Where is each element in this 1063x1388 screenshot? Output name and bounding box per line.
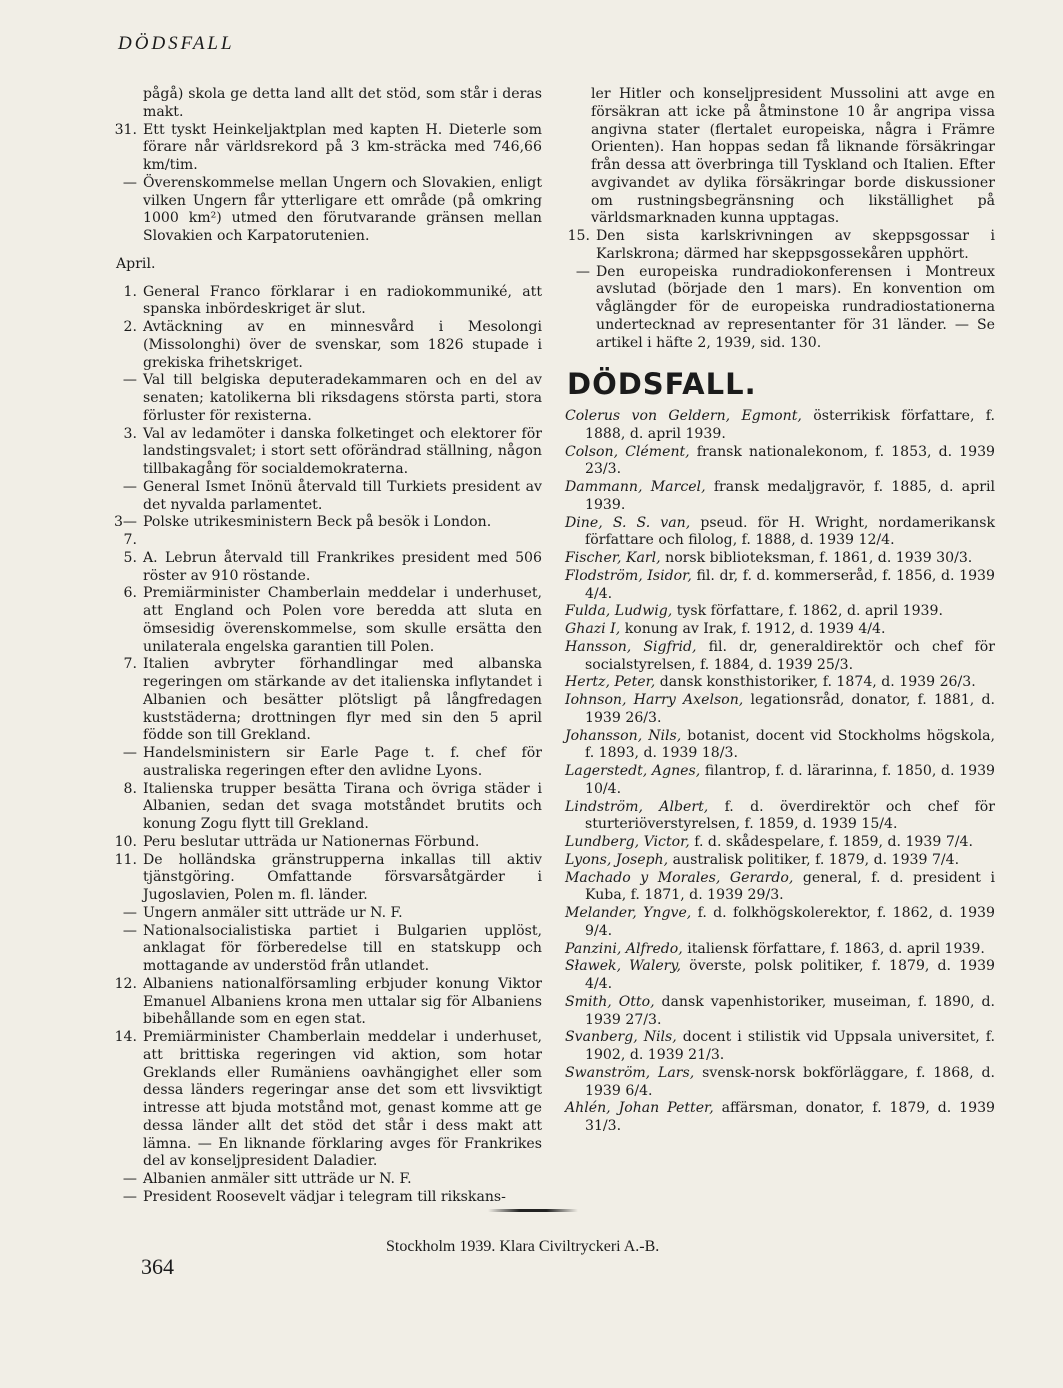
obituary-name: Fulda, Ludwig, [565,603,673,620]
obituary-entry [565,1100,995,1136]
obituary-details: australisk politiker, f. 1879, d. 1939 7/4. [672,851,960,868]
page-number: 364 [141,1254,174,1279]
printer-imprint: Stockholm 1939. Klara Civiltryckeri A.-B. [386,1238,660,1255]
obituary-entry [565,905,995,941]
entry-date: 6. [123,585,137,602]
obituary-details: general, f. d. president i Kuba, f. 1871, d. 1939 29/3. [585,869,995,904]
chronicle-list [565,228,995,352]
obituary-details: fil. dr, f. d. kommerseråd, f. 1856, d. 1939 4/4. [585,567,995,602]
entry-text: General Franco förklarar i en radiokommuniké, att spanska inbördeskriget är slut. [143,283,542,318]
obituary-entry [565,1029,995,1065]
entry-text: pågå) skola ge detta land allt det stöd, som står i deras makt. [143,86,542,120]
obituary-name: Iohnson, Harry Axelson, [565,692,744,708]
entry-text: Premiärminister Chamberlain meddelar i underhuset, att England och Polen vore beredda att sluta en ömsesidig överenskommelse, som skulle ersätta den unilaterala engelska garantien till Polen. [143,585,542,655]
obituary-details: f. d. överdirektör och chef för sturteriöverstyrelsen, f. 1859, d. 1939 15/4. [585,798,996,833]
entry-date: 14. [114,1029,137,1045]
entry-text: Handelsministern sir Earle Page t. f. chef för australiska regeringen efter den avlidne Lyons. [143,745,542,779]
chronicle-entry [112,976,542,1029]
entry-date: — [122,478,137,495]
obituary-name: Dine, S. S. van, [565,514,691,531]
chronicle-entry [112,1171,542,1189]
footer-rule [488,1209,578,1212]
obituary-name: Panzini, Alfredo, [565,940,683,957]
obituary-details: tysk författare, f. 1862, d. april 1939. [676,603,943,620]
continued-text: ler Hitler och konseljpresident Mussolini att avge en försäkran att icke på åtminstone 10 år angripa vissa angivna stater (flertalet europeiska, några i Främre Orienten). Han hoppas sedan få liknande försäkringar från dessa att överbringa till Tyskland och Italien. Efter avgivandet av dylika försäkringar borde diskussioner om rustningsbegränsning och likställighet på världsmarknaden kunna upptagas. [591,86,995,227]
obituary-details: fil. dr, generaldirektör och chef för socialstyrelsen, f. 1884, d. 1939 25/3. [585,638,995,673]
entry-date: 31. [114,121,137,138]
obituary-details: legationsråd, donator, f. 1881, d. 1939 26/3. [585,692,995,726]
obituary-name: Machado y Morales, Gerardo, [565,869,794,886]
chronicle-entry [112,852,542,905]
obituary-details: fransk medaljgravör, f. 1885, d. april 1939. [585,479,995,513]
section-heading: DÖDSFALL. [567,367,757,402]
entry-date: — [575,263,590,280]
entry-text: Italienska trupper besätta Tirana och övriga städer i Albanien, sedan det svaga motståndet brutits och konung Zogu flytt till Grekland. [143,780,542,832]
chronicle-entry [112,426,542,479]
obituary-name: Lundberg, Victor, [565,834,690,850]
entry-date: 12. [114,975,137,992]
obituary-name: Smith, Otto, [565,993,655,1010]
obituary-name: Lyons, Joseph, [565,851,669,868]
entry-text: Nationalsocialistiska partiet i Bulgarien upplöst, anklagat för förberedelse till en statskupp och mottagande av understöd från utlandet. [143,922,542,974]
obituary-details: affärsman, donator, f. 1879, d. 1939 31/3. [585,1100,995,1134]
obituary-entry [565,674,995,692]
obituary-name: Swanström, Lars, [565,1064,695,1081]
obituary-name: Hansson, Sigfrid, [565,638,697,655]
entry-date: 15. [567,228,590,244]
obituary-name: Johansson, Nils, [565,727,682,744]
obituary-entry [565,621,995,639]
chronicle-entry [112,122,542,175]
entry-date: 7. [123,656,137,673]
entry-date: 3. [123,425,137,442]
obituary-entry [565,639,995,675]
obituary-details: överste, polsk politiker, f. 1879, d. 1939 4/4. [585,958,996,992]
obituary-name: Ghazi I, [565,621,621,637]
obituary-entry [565,870,995,906]
obituary-entry [565,603,995,621]
entry-text: Ungern anmäler sitt utträde ur N. F. [143,904,403,921]
entry-date: 2. [123,319,137,335]
entry-date: — [122,372,137,389]
obituary-entry [565,550,995,568]
entry-text: Italien avbryter förhandlingar med albanska regeringen om stärkande av det italienska inflytandet i Albanien och besätter plötsligt på långfredagen kuststäderna; drottningen flyr med sin den 5 april födde son till Grekland. [143,656,542,744]
obituary-details: filantrop, f. d. lärarinna, f. 1850, d. 1939 10/4. [585,763,996,797]
obituary-name: Lindström, Albert, [565,798,709,815]
entry-text: President Roosevelt vädjar i telegram till rikskans- [143,1188,506,1205]
obituary-name: Melander, Yngve, [565,905,692,921]
obituary-entry [565,799,995,835]
chronicle-entry [112,585,542,656]
entry-date: 5. [123,549,137,566]
entry-text: De holländska gränstrupperna inkallas till aktiv tjänstgöring. Omfattande försvarsåtgärder i Jugoslavien, Polen m. fl. länder. [143,851,542,903]
obituary-details: botanist, docent vid Stockholms högskola, f. 1893, d. 1939 18/3. [585,727,995,762]
entry-text: Den sista karlskrivningen av skeppsgossar i Karlskrona; därmed har skeppsgossekåren upphört. [596,228,995,262]
chronicle-entry [112,372,542,425]
obituary-entry [565,444,995,480]
chronicle-entry [112,905,542,923]
obituary-entry [565,728,995,764]
entry-date: — [122,174,137,191]
entry-text: Premiärminister Chamberlain meddelar i underhuset, att brittiska regeringen vid aktion, som hotar Greklands eller Rumäniens oavhängighet eller som dessa länders regeringar anse det som ett livsviktigt intresse att bjuda motstånd mot, genast komme att ge dessa länder allt det stöd det står i dess makt att lämna. — En liknande förklaring avges för Frankrikes del av konseljpresident Daladier. [143,1029,542,1170]
chronicle-entry [112,745,542,781]
entry-date: — [122,745,137,761]
obituary-details: f. d. folkhögskolerektor, f. 1862, d. 1939 9/4. [585,905,995,939]
chronicle-entry [112,319,542,372]
entry-date: — [122,1188,137,1205]
obituary-details: österrikisk författare, f. 1888, d. april 1939. [585,408,995,442]
entry-date: 8. [123,780,137,797]
chronicle-entry [112,550,542,586]
obituary-name: Flodström, Isidor, [565,567,692,584]
obituary-details: dansk konsthistoriker, f. 1874, d. 1939 26/3. [659,674,976,691]
entry-text: Avtäckning av en minnesvård i Mesolongi (Missolonghi) över de svenskar, som 1826 stupade i grekiska frihetskriget. [143,319,542,371]
chronicle-entry [112,656,542,745]
obituary-details: konung av Irak, f. 1912, d. 1939 4/4. [624,621,886,637]
entry-date: — [122,904,137,921]
obituary-details: pseud. för H. Wright, nordamerikansk författare och filolog, f. 1888, d. 1939 12/4. [585,514,995,549]
chronicle-entry [112,479,542,515]
obituary-entry [565,834,995,852]
right-column [565,86,995,1136]
entry-date: — [122,922,137,939]
obituary-details: f. d. skådespelare, f. 1859, d. 1939 7/4. [694,834,973,850]
obituary-details: svensk-norsk bokförläggare, f. 1868, d. 1939 6/4. [585,1064,996,1099]
chronicle-entry [112,781,542,834]
chronicle-entry [112,834,542,852]
obituary-entry [565,958,995,994]
chronicle-entry [565,264,995,353]
entry-text: Peru beslutar utträda ur Nationernas Förbund. [143,833,480,850]
chronicle-entry [112,1189,542,1207]
chronicle-entry [112,284,542,320]
left-column [112,86,542,1207]
entry-text: Albaniens nationalförsamling erbjuder konung Viktor Emanuel Albaniens krona men uttalar sig för Albaniens bibehållande som en egen stat. [143,975,542,1028]
entry-text: Polske utrikesministern Beck på besök i London. [143,514,492,531]
obituary-entry [565,568,995,604]
obituary-details: docent i stilistik vid Uppsala universitet, f. 1902, d. 1939 21/3. [585,1029,995,1063]
chronicle-entry [112,86,542,122]
obituary-entry [565,479,995,515]
obituary-name: Ahlén, Johan Petter, [565,1100,714,1117]
obituary-name: Dammann, Marcel, [565,479,706,495]
obituary-name: Svanberg, Nils, [565,1029,677,1046]
obituary-details: dansk vapenhistoriker, museiman, f. 1890, d. 1939 27/3. [585,993,995,1028]
chronicle-entry [112,1029,542,1171]
obituary-entry [565,1065,995,1101]
obituary-entry [565,763,995,799]
entry-text: Den europeiska rundradiokonferensen i Montreux avslutad (började den 1 mars). En konvention om våglängder för de europeiska rundradiostationerna undertecknad av representanter för 31 länder. — Se artikel i häfte 2, 1939, sid. 130. [596,263,995,351]
obituary-name: Hertz, Peter, [565,674,656,691]
obituary-name: Fischer, Karl, [565,550,661,566]
entry-date [112,86,143,122]
obituary-entry [565,408,995,444]
obituary-entry [565,852,995,870]
entry-date: — [122,1171,137,1187]
entry-text: Val till belgiska deputeradekammaren och en del av senaten; katolikerna bli riksdagens största parti, stora förluster för rexisterna. [143,372,542,424]
obituary-entry [565,515,995,551]
chronicle-entry [112,175,542,246]
obituary-name: Lagerstedt, Agnes, [565,763,701,779]
entry-text: A. Lebrun återvald till Frankrikes president med 506 röster av 910 röstande. [143,549,542,584]
entry-text: Albanien anmäler sitt utträde ur N. F. [143,1171,412,1187]
obituary-name: Sławek, Walery, [565,958,681,975]
month-heading: April. [116,255,156,272]
obituary-details: norsk biblioteksman, f. 1861, d. 1939 30/3. [665,550,973,566]
entry-text: Val av ledamöter i danska folketinget och elektorer för landstingsvalet; i stort sett oförändrad ställning, någon tillbakagång för socialdemokraterna. [143,425,542,477]
chronicle-entry [565,228,995,264]
obituary-details: italiensk författare, f. 1863, d. april 1939. [687,940,985,957]
running-head: DÖDSFALL [118,33,235,54]
obituary-entry [565,994,995,1030]
obituary-entry [565,692,995,728]
entry-date: 1. [123,283,137,300]
entry-text: General Ismet Inönü återvald till Turkiets president av det nyvalda parlamentet. [143,478,542,513]
entry-date: 10. [114,833,137,850]
obituary-name: Colerus von Geldern, Egmont, [565,408,802,424]
entry-date: 3—7. [113,514,137,548]
obituary-entry [565,941,995,959]
entry-text: Överenskommelse mellan Ungern och Slovakien, enligt vilken Ungern får ytterligare ett område (på omkring 1000 km²) utmed den förutvarande gränsen mellan Slovakien och Karpatorutenien. [143,174,542,244]
chronicle-entry [112,514,542,550]
entry-text: Ett tyskt Heinkeljaktplan med kapten H. Dieterle som förare når världsrekord på 3 km-sträcka med 746,66 km/tim. [143,121,542,173]
obituary-list [565,408,995,1136]
chronicle-entry [112,923,542,976]
obituary-name: Colson, Clément, [565,443,690,460]
entry-date: 11. [114,851,137,868]
obituary-details: fransk nationalekonom, f. 1853, d. 1939 23/3. [585,443,996,478]
